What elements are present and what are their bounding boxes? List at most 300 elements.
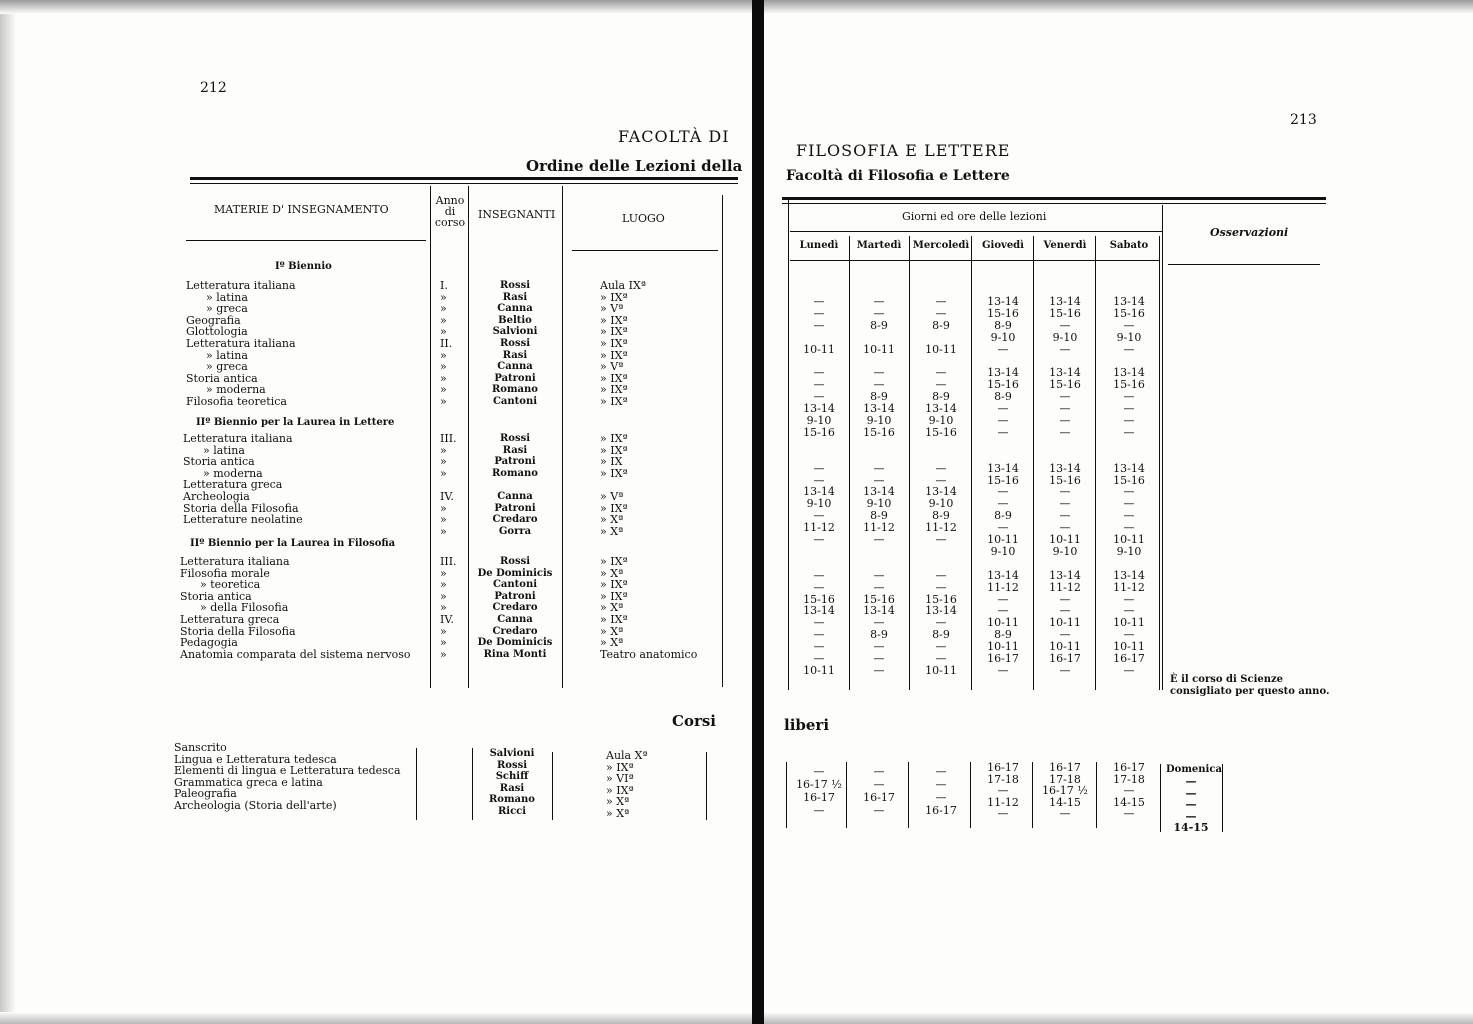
schedule-cell: 11-12	[987, 580, 1019, 594]
schedule-cell: —	[1059, 485, 1071, 499]
subject-cell: Archeologia	[183, 490, 250, 503]
page-number-left: 212	[200, 80, 227, 96]
schedule-cell: —	[813, 568, 825, 582]
observation-note: È il corso di Scienze consigliato per questo anno.	[1170, 674, 1330, 697]
room-cell: » IXª	[600, 348, 628, 362]
schedule-cell: —	[813, 390, 825, 404]
free-course-teacher: Schiff	[495, 771, 529, 783]
schedule-cell: 13-14	[1113, 461, 1145, 475]
free-course-subject: Elementi di lingua e Letteratura tedesca	[174, 764, 401, 778]
schedule-cell: 15-16	[1113, 306, 1145, 320]
schedule-cell: —	[1059, 390, 1071, 404]
schedule-cell: —	[1123, 485, 1135, 499]
free-course-room: » Xª	[606, 795, 630, 809]
teacher-cell: Rossi	[499, 433, 531, 444]
room-cell: » IXª	[600, 290, 628, 304]
teacher-cell: Romano	[492, 467, 538, 479]
schedule-cell: —	[873, 568, 885, 582]
schedule-cell: 15-16	[863, 425, 895, 439]
teacher-cell: Rina Monti	[483, 648, 547, 660]
schedule-cell: 13-14	[925, 485, 957, 499]
subject-cell: Storia antica	[186, 371, 258, 385]
schedule-cell: —	[1059, 509, 1071, 523]
schedule-cell: —	[997, 342, 1009, 356]
schedule-cell: —	[935, 616, 947, 630]
schedule-cell: 13-14	[1113, 568, 1145, 582]
column-divider	[706, 752, 707, 820]
schedule-cell: —	[813, 318, 825, 332]
schedule-cell: 15-16	[987, 306, 1019, 320]
free-schedule-cell: 17-18	[1049, 772, 1081, 786]
header-giorni: Giorni ed ore delle lezioni	[902, 210, 1047, 223]
teacher-cell: Gorra	[498, 525, 532, 537]
schedule-cell: 16-17	[1113, 652, 1145, 665]
schedule-cell: —	[1059, 497, 1071, 511]
subject-cell: Pedagogia	[180, 636, 238, 650]
schedule-cell: 13-14	[925, 402, 957, 416]
header-rule-top-thin	[782, 203, 1326, 204]
year-cell: »	[440, 636, 447, 650]
schedule-cell: —	[1059, 402, 1071, 416]
schedule-cell: —	[1059, 604, 1071, 618]
column-divider	[1160, 764, 1161, 832]
free-course-subject: Archeologia (Storia dell'arte)	[174, 799, 337, 812]
teacher-cell: Credaro	[492, 514, 538, 526]
schedule-cell: 8-9	[994, 628, 1012, 642]
free-schedule-cell: —	[1123, 807, 1135, 821]
year-cell: »	[440, 443, 447, 457]
room-cell: » Xª	[600, 524, 624, 538]
schedule-cell: 10-11	[1049, 616, 1081, 630]
schedule-cell: —	[1059, 663, 1071, 677]
column-divider	[1222, 764, 1223, 832]
schedule-cell: 13-14	[1049, 461, 1081, 475]
subject-cell: » moderna	[203, 466, 263, 480]
header-osservazioni: Osservazioni	[1210, 226, 1289, 239]
schedule-cell: 9-10	[866, 497, 892, 511]
schedule-cell: 13-14	[803, 402, 835, 416]
year-cell: »	[440, 313, 447, 327]
header-rule-mid	[790, 231, 1162, 232]
schedule-cell: —	[1123, 497, 1135, 511]
schedule-cell: 9-10	[1052, 330, 1078, 344]
schedule-cell: 15-16	[925, 425, 957, 439]
room-cell: » IXª	[600, 466, 628, 480]
room-cell: » IXª	[600, 325, 628, 339]
schedule-cell: 10-11	[1049, 640, 1081, 654]
free-schedule-cell: —	[873, 778, 885, 791]
schedule-cell: —	[935, 473, 947, 487]
header-rule-top	[782, 197, 1326, 200]
schedule-cell: —	[873, 533, 885, 546]
schedule-cell: —	[997, 425, 1009, 439]
free-schedule-cell: —	[997, 784, 1009, 798]
year-cell: »	[440, 371, 447, 385]
schedule-cell: —	[873, 378, 885, 392]
schedule-cell: —	[997, 402, 1009, 416]
schedule-cell: 9-10	[990, 330, 1016, 344]
subject-cell: Letteratura italiana	[186, 279, 296, 292]
teacher-cell: Patroni	[494, 502, 536, 514]
teacher-cell: Canna	[497, 491, 533, 502]
teacher-cell: De Dominicis	[477, 637, 553, 649]
free-course-teacher: Rossi	[496, 759, 528, 771]
room-cell: » IXª	[600, 578, 628, 592]
schedule-cell: —	[813, 652, 825, 665]
column-divider	[908, 762, 909, 828]
schedule-cell: 15-16	[1113, 473, 1145, 487]
year-cell: »	[440, 647, 447, 661]
section-title: IIº Biennio per la Laurea in Lettere	[196, 417, 395, 428]
room-cell: » Vª	[600, 490, 624, 503]
room-cell: » IX	[600, 455, 623, 469]
schedule-cell: —	[813, 306, 825, 320]
subject-cell: Glottologia	[186, 325, 248, 339]
free-schedule-cell: 14-15	[1113, 795, 1145, 809]
page-edge-shadow	[0, 0, 16, 1024]
column-divider	[1159, 236, 1160, 690]
teacher-cell: Cantoni	[492, 396, 538, 407]
column-divider	[1095, 236, 1096, 690]
column-divider	[786, 762, 787, 828]
year-cell: III.	[440, 432, 457, 445]
schedule-cell: 13-14	[863, 485, 895, 499]
schedule-cell: 13-14	[803, 485, 835, 499]
schedule-cell: 9-10	[806, 497, 832, 511]
room-cell: Aula IXª	[600, 279, 647, 292]
subject-cell: Letteratura italiana	[180, 555, 290, 568]
schedule-cell: 8-9	[932, 628, 950, 642]
schedule-cell: 8-9	[932, 509, 950, 523]
schedule-cell: —	[935, 461, 947, 475]
free-course-subject: Paleografia	[174, 787, 237, 801]
subject-cell: Letteratura greca	[183, 478, 283, 492]
subject-cell: Filosofia morale	[180, 566, 270, 580]
schedule-cell: 10-11	[1113, 640, 1145, 654]
schedule-cell: —	[1059, 628, 1071, 642]
room-cell: » Xª	[600, 601, 624, 615]
schedule-cell: —	[1123, 509, 1135, 523]
room-cell: » IXª	[600, 501, 628, 515]
year-cell: »	[440, 360, 447, 374]
schedule-cell: —	[873, 640, 885, 654]
schedule-cell: —	[935, 533, 947, 546]
schedule-cell: 13-14	[863, 604, 895, 618]
year-cell: IV.	[440, 613, 454, 626]
free-schedule-cell: —	[873, 765, 885, 778]
schedule-cell: —	[997, 485, 1009, 499]
schedule-cell: —	[1059, 342, 1071, 356]
right-page-title: FILOSOFIA E LETTERE	[796, 141, 1011, 160]
subject-cell: » latina	[203, 443, 245, 457]
year-cell: »	[440, 624, 447, 638]
room-cell: » IXª	[600, 337, 628, 350]
header-rule-top	[190, 177, 738, 180]
year-cell: II.	[440, 337, 453, 350]
free-course-subject: Lingua e Letteratura tedesca	[174, 752, 337, 766]
day-header: Venerdì	[1043, 240, 1087, 251]
column-divider	[430, 186, 431, 688]
page-number-right: 213	[1290, 112, 1317, 128]
schedule-cell: 8-9	[994, 509, 1012, 523]
header-insegnanti: INSEGNANTI	[478, 208, 556, 221]
free-extra-cell: —	[1185, 798, 1197, 812]
schedule-cell: —	[935, 568, 947, 582]
column-divider	[552, 752, 553, 820]
schedule-cell: —	[813, 461, 825, 475]
teacher-cell: Beltio	[498, 314, 532, 326]
schedule-cell: —	[935, 580, 947, 594]
schedule-cell: —	[873, 461, 885, 475]
teacher-cell: Rossi	[499, 338, 531, 349]
schedule-cell: 11-12	[1113, 580, 1145, 594]
right-page-subtitle: Facoltà di Filosofia e Lettere	[786, 168, 1010, 184]
column-divider	[909, 236, 910, 690]
year-cell: »	[440, 466, 447, 480]
schedule-cell: 9-10	[1052, 544, 1078, 558]
top-scan-shadow	[0, 0, 1473, 14]
subject-cell: Storia antica	[180, 589, 252, 603]
column-divider	[722, 195, 723, 687]
year-cell: »	[440, 589, 447, 603]
year-cell: »	[440, 383, 447, 397]
teacher-cell: Rasi	[502, 291, 528, 303]
subject-cell: Letterature neolatine	[183, 513, 303, 527]
schedule-cell: 10-11	[1113, 616, 1145, 630]
column-divider	[788, 200, 789, 690]
teacher-cell: Salvioni	[492, 326, 538, 338]
free-extra-cell: —	[1185, 775, 1197, 788]
subject-cell: Storia della Filosofia	[180, 624, 296, 638]
subject-cell: » latina	[206, 290, 248, 304]
free-schedule-cell: 17-18	[1113, 772, 1145, 786]
free-course-room: » IXª	[606, 760, 634, 774]
schedule-cell: 10-11	[925, 342, 957, 356]
schedule-cell: 13-14	[1049, 568, 1081, 582]
schedule-cell: —	[873, 366, 885, 380]
teacher-cell: Rasi	[502, 444, 528, 456]
free-extra-cell: 14-15	[1173, 821, 1209, 835]
schedule-cell: —	[1123, 414, 1135, 427]
schedule-cell: —	[873, 295, 885, 308]
schedule-cell: 11-12	[803, 521, 835, 535]
schedule-cell: —	[813, 366, 825, 380]
schedule-cell: —	[1123, 390, 1135, 404]
left-page-subtitle: Ordine delle Lezioni della	[526, 157, 743, 175]
room-cell: Teatro anatomico	[600, 647, 698, 661]
year-cell: »	[440, 524, 447, 538]
schedule-cell: 15-16	[1113, 378, 1145, 392]
section-title: IIº Biennio per la Laurea in Filosofia	[190, 538, 396, 549]
free-schedule-cell: —	[1059, 807, 1071, 821]
schedule-cell: —	[873, 652, 885, 665]
teacher-cell: Rasi	[502, 349, 528, 361]
schedule-cell: 8-9	[994, 318, 1012, 332]
schedule-cell: —	[873, 663, 885, 677]
subject-cell: » greca	[206, 302, 248, 316]
schedule-cell: 9-10	[806, 414, 832, 427]
room-cell: » Vª	[600, 360, 624, 374]
free-schedule-cell: —	[813, 765, 825, 778]
teacher-cell: Rossi	[499, 556, 531, 567]
schedule-cell: 10-11	[987, 616, 1019, 630]
schedule-cell: —	[1123, 402, 1135, 416]
column-divider	[472, 748, 473, 820]
teacher-cell: Patroni	[494, 456, 536, 468]
column-divider	[971, 236, 972, 690]
schedule-cell: —	[813, 628, 825, 642]
header-anno: Anno di corso	[434, 194, 466, 229]
schedule-cell: —	[935, 366, 947, 380]
schedule-cell: 15-16	[925, 592, 957, 606]
schedule-cell: —	[1123, 663, 1135, 677]
schedule-cell: —	[1059, 425, 1071, 439]
teacher-cell: Cantoni	[492, 579, 538, 591]
schedule-cell: 8-9	[870, 509, 888, 523]
schedule-cell: —	[997, 663, 1009, 677]
room-cell: » IXª	[600, 589, 628, 603]
schedule-cell: —	[1123, 342, 1135, 356]
header-rule-bottom	[790, 260, 1160, 261]
schedule-cell: —	[1123, 318, 1135, 332]
schedule-cell: 10-11	[803, 663, 835, 677]
year-cell: IV.	[440, 490, 454, 503]
free-schedule-cell: 14-15	[1049, 795, 1081, 809]
schedule-cell: —	[813, 378, 825, 392]
schedule-cell: 9-10	[928, 414, 954, 427]
schedule-cell: 13-14	[925, 604, 957, 618]
subject-cell: Letteratura italiana	[183, 432, 293, 445]
schedule-cell: —	[873, 306, 885, 320]
free-extra-cell: —	[1185, 809, 1197, 823]
schedule-cell: 10-11	[925, 663, 957, 677]
subject-cell: » teoretica	[200, 578, 261, 592]
day-header: Sabato	[1109, 240, 1149, 251]
free-course-teacher: Rasi	[499, 782, 525, 794]
schedule-cell: —	[813, 473, 825, 487]
room-cell: » IXª	[600, 443, 628, 457]
room-cell: » Xª	[600, 566, 624, 580]
year-cell: »	[440, 601, 447, 615]
year-cell: »	[440, 325, 447, 339]
room-cell: » IXª	[600, 432, 628, 445]
room-cell: » IXª	[600, 395, 628, 408]
subject-cell: Storia della Filosofia	[183, 501, 299, 515]
column-divider	[1033, 236, 1034, 690]
year-cell: »	[440, 290, 447, 304]
header-rule-bottom	[186, 240, 426, 241]
schedule-cell: 15-16	[803, 425, 835, 439]
schedule-cell: —	[813, 580, 825, 594]
header-rule-bottom	[572, 250, 718, 251]
schedule-cell: —	[997, 497, 1009, 511]
schedule-cell: 15-16	[863, 592, 895, 606]
schedule-cell: —	[873, 616, 885, 630]
schedule-cell: 11-12	[925, 521, 957, 535]
year-cell: »	[440, 455, 447, 469]
subject-cell: Filosofia teoretica	[186, 395, 287, 408]
free-schedule-cell: 16-17	[1113, 761, 1145, 774]
schedule-cell: 13-14	[987, 568, 1019, 582]
header-materie: MATERIE D' INSEGNAMENTO	[214, 203, 389, 216]
header-rule-obs	[1168, 264, 1320, 265]
teacher-cell: Patroni	[494, 590, 536, 602]
year-cell: »	[440, 578, 447, 592]
room-cell: » IXª	[600, 555, 628, 568]
schedule-cell: 8-9	[870, 628, 888, 642]
schedule-cell: —	[997, 414, 1009, 427]
section-title: Iº Biennio	[275, 261, 332, 272]
column-divider	[970, 762, 971, 828]
free-course-room: » IXª	[606, 783, 634, 797]
schedule-cell: 15-16	[1049, 378, 1081, 392]
schedule-cell: 13-14	[1049, 366, 1081, 380]
free-extra-cell: —	[1185, 786, 1197, 800]
schedule-cell: 13-14	[1113, 366, 1145, 380]
column-divider	[1162, 205, 1163, 690]
column-divider	[468, 186, 469, 688]
schedule-cell: —	[1059, 318, 1071, 332]
subject-cell: » latina	[206, 348, 248, 362]
schedule-cell: —	[813, 533, 825, 546]
teacher-cell: Canna	[497, 303, 533, 315]
free-schedule-cell: —	[935, 791, 947, 804]
schedule-cell: —	[1123, 425, 1135, 439]
day-header: Giovedì	[982, 240, 1024, 251]
schedule-cell: —	[1123, 628, 1135, 642]
schedule-cell: 8-9	[994, 390, 1012, 404]
free-schedule-cell: 16-17	[1049, 761, 1081, 774]
left-page-title: FACOLTÀ DI	[618, 127, 730, 146]
schedule-cell: —	[935, 652, 947, 665]
subject-cell: » moderna	[206, 383, 266, 397]
year-cell: »	[440, 513, 447, 527]
free-schedule-cell: —	[935, 765, 947, 778]
schedule-cell: 9-10	[990, 544, 1016, 558]
schedule-cell: 13-14	[987, 366, 1019, 380]
day-header: Lunedì	[799, 240, 839, 251]
book-spine	[752, 0, 764, 1024]
free-course-teacher: Ricci	[497, 806, 527, 817]
schedule-cell: 10-11	[987, 533, 1019, 546]
header-luogo: LUOGO	[622, 212, 665, 225]
schedule-cell: —	[1123, 604, 1135, 618]
free-course-room: » Xª	[606, 807, 630, 820]
schedule-cell: 15-16	[1049, 473, 1081, 487]
schedule-cell: 10-11	[987, 640, 1019, 654]
room-cell: » Vª	[600, 302, 624, 316]
column-divider	[846, 762, 847, 828]
year-cell: »	[440, 566, 447, 580]
free-schedule-cell: 11-12	[987, 795, 1019, 809]
subject-cell: Letteratura italiana	[186, 337, 296, 350]
subject-cell: Geografia	[186, 313, 241, 327]
year-cell: »	[440, 302, 447, 316]
free-schedule-cell: 16-17 ½	[796, 778, 842, 791]
schedule-cell: 11-12	[863, 521, 895, 535]
room-cell: » IXª	[600, 613, 628, 626]
free-schedule-cell: —	[935, 778, 947, 791]
free-schedule-cell: 17-18	[987, 772, 1019, 786]
schedule-cell: —	[935, 306, 947, 320]
schedule-cell: —	[813, 509, 825, 523]
free-schedule-cell: —	[813, 804, 825, 817]
schedule-cell: 10-11	[1049, 533, 1081, 546]
schedule-cell: 13-14	[1049, 295, 1081, 308]
schedule-cell: —	[935, 378, 947, 392]
bottom-scan-shadow	[0, 1012, 1473, 1024]
subject-cell: Anatomia comparata del sistema nervoso	[180, 647, 411, 661]
